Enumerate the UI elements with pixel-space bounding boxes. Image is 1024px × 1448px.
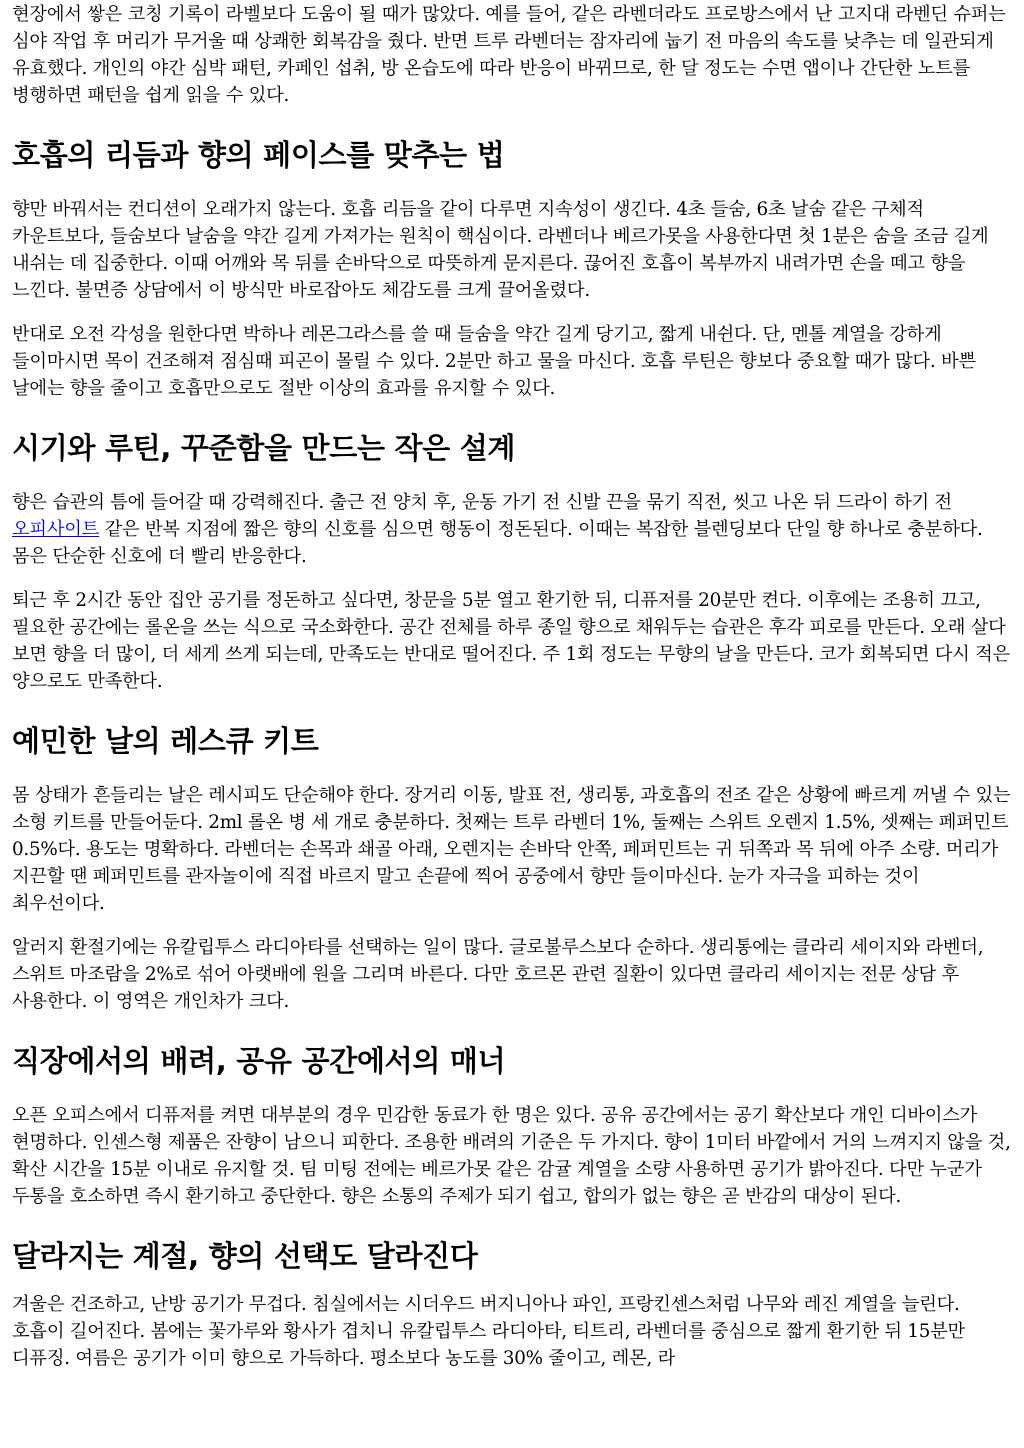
section-heading-seasons: 달라지는 계절, 향의 선택도 달라진다	[12, 1239, 478, 1273]
section-heading-routine: 시기와 루틴, 꾸준함을 만드는 작은 설계	[12, 431, 516, 465]
intro-paragraph: 현장에서 쌓은 코칭 기록이 라벨보다 도움이 될 때가 많았다. 예를 들어, 같은 라벤더라도 프로방스에서 난 고지대 라벤딘 슈퍼는 심야 작업 후 머리가 무거울 때 상쾌한 회복감을 줬다. 반면 트루 라벤더는 잠자리에 눕기 전 마음의 속도를 낮추는 데 일관되게 유효했다. 개인의 야간 심박 패턴, 카페인 섭취, 방 온습도에 따라 반응이 바뀌므로, 한 달 정도는 수면 앱이나 간단한 노트를 병행하면 패턴을 쉽게 읽을 수 있다.	[12, 4, 1006, 106]
officetel-site-link[interactable]: 오피사이트	[12, 519, 100, 540]
rescue-paragraph-1: 몸 상태가 흔들리는 날은 레시피도 단순해야 한다. 장거리 이동, 발표 전, 생리통, 과호흡의 전조 같은 상황에 빠르게 꺼낼 수 있는 소형 키트를 만들어둔다. 2ml 롤온 병 세 개로 충분하다. 첫째는 트루 라벤더 1%, 둘째는 스위트 오렌지 1.5%, 셋째는 페퍼민트 0.5%다. 용도는 명확하다. 라벤더는 손목과 쇄골 아래, 오렌지는 손바닥 안쪽, 페퍼민트는 귀 뒤쪽과 목 뒤에 아주 소량. 머리가 지끈할 땐 페퍼민트를 관자놀이에 직접 바르지 말고 손끝에 찍어 공중에서 향만 들이마신다. 눈가 자극을 피하는 것이 최우선이다.	[12, 785, 1011, 914]
routine-paragraph-2: 퇴근 후 2시간 동안 집안 공기를 정돈하고 싶다면, 창문을 5분 열고 환기한 뒤, 디퓨저를 20분만 켠다. 이후에는 조용히 끄고, 필요한 공간에는 롤온을 쓰는 식으로 국소화한다. 공간 전체를 하루 종일 향으로 채워두는 습관은 후각 피로를 만든다. 오래 살다 보면 향을 더 많이, 더 세게 쓰게 되는데, 만족도는 반대로 떨어진다. 주 1회 정도는 무향의 날을 만든다. 코가 회복되면 다시 적은 양으로도 만족한다.	[12, 590, 1010, 692]
routine-paragraph-1	[12, 489, 1012, 570]
routine-paragraph-1-text-before: 향은 습관의 틈에 들어갈 때 강력해진다. 출근 전 양치 후, 운동 가기 전 신발 끈을 묶기 직전, 씻고 나온 뒤 드라이 하기 전	[12, 492, 952, 513]
breathing-paragraph-1: 향만 바꿔서는 컨디션이 오래가지 않는다. 호흡 리듬을 같이 다루면 지속성이 생긴다. 4초 들숨, 6초 날숨 같은 구체적 카운트보다, 들숨보다 날숨을 약간 길게 가져가는 원칙이 핵심이다. 라벤더나 베르가못을 사용한다면 첫 1분은 숨을 조금 길게 내쉬는 데 집중한다. 이때 어깨와 목 뒤를 손바닥으로 따뜻하게 문지른다. 끊어진 호흡이 복부까지 내려가면 손을 떼고 향을 느낀다. 불면증 상담에서 이 방식만 바로잡아도 체감도를 크게 끌어올렸다.	[12, 199, 989, 301]
article-body	[12, 0, 1012, 1372]
section-heading-rescue-kit: 예민한 날의 레스큐 키트	[12, 724, 319, 758]
section-heading-workplace: 직장에서의 배려, 공유 공간에서의 매너	[12, 1044, 506, 1078]
workplace-paragraph: 오픈 오피스에서 디퓨저를 켜면 대부분의 경우 민감한 동료가 한 명은 있다. 공유 공간에서는 공기 확산보다 개인 디바이스가 현명하다. 인센스형 제품은 잔향이 남으니 피한다. 조용한 배려의 기준은 두 가지다. 향이 1미터 바깥에서 거의 느껴지지 않을 것, 확산 시간을 15분 이내로 유지할 것. 팀 미팅 전에는 베르가못 같은 감귤 계열을 소량 사용하면 공기가 밝아진다. 다만 누군가 두통을 호소하면 즉시 환기하고 중단한다. 향은 소통의 주제가 되기 쉽고, 합의가 없는 향은 곧 반감의 대상이 된다.	[12, 1105, 1011, 1207]
section-heading-breathing: 호흡의 리듬과 향의 페이스를 맞추는 법	[12, 138, 505, 172]
routine-paragraph-1-text-after: 같은 반복 지점에 짧은 향의 신호를 심으면 행동이 정돈된다. 이때는 복잡한 블렌딩보다 단일 향 하나로 충분하다. 몸은 단순한 신호에 더 빨리 반응한다.	[12, 519, 983, 567]
seasons-paragraph: 겨울은 건조하고, 난방 공기가 무겁다. 침실에서는 시더우드 버지니아나 파인, 프랑킨센스처럼 나무와 레진 계열을 늘린다. 호흡이 길어진다. 봄에는 꽃가루와 황사가 겹치니 유칼립투스 라디아타, 티트리, 라벤더를 중심으로 짧게 환기한 뒤 15분만 디퓨징. 여름은 공기가 이미 향으로 가득하다. 평소보다 농도를 30% 줄이고, 레몬, 라	[12, 1294, 965, 1369]
breathing-paragraph-2: 반대로 오전 각성을 원한다면 박하나 레몬그라스를 쓸 때 들숨을 약간 길게 당기고, 짧게 내쉰다. 단, 멘톨 계열을 강하게 들이마시면 목이 건조해져 점심때 피곤이 몰릴 수 있다. 2분만 하고 물을 마신다. 호흡 루틴은 향보다 중요할 때가 많다. 바쁜 날에는 향을 줄이고 호흡만으로도 절반 이상의 효과를 유지할 수 있다.	[12, 324, 976, 399]
rescue-paragraph-2: 알러지 환절기에는 유칼립투스 라디아타를 선택하는 일이 많다. 글로불루스보다 순하다. 생리통에는 클라리 세이지와 라벤더, 스위트 마조람을 2%로 섞어 아랫배에 원을 그리며 바른다. 다만 호르몬 관련 질환이 있다면 클라리 세이지는 전문 상담 후 사용한다. 이 영역은 개인차가 크다.	[12, 937, 984, 1012]
